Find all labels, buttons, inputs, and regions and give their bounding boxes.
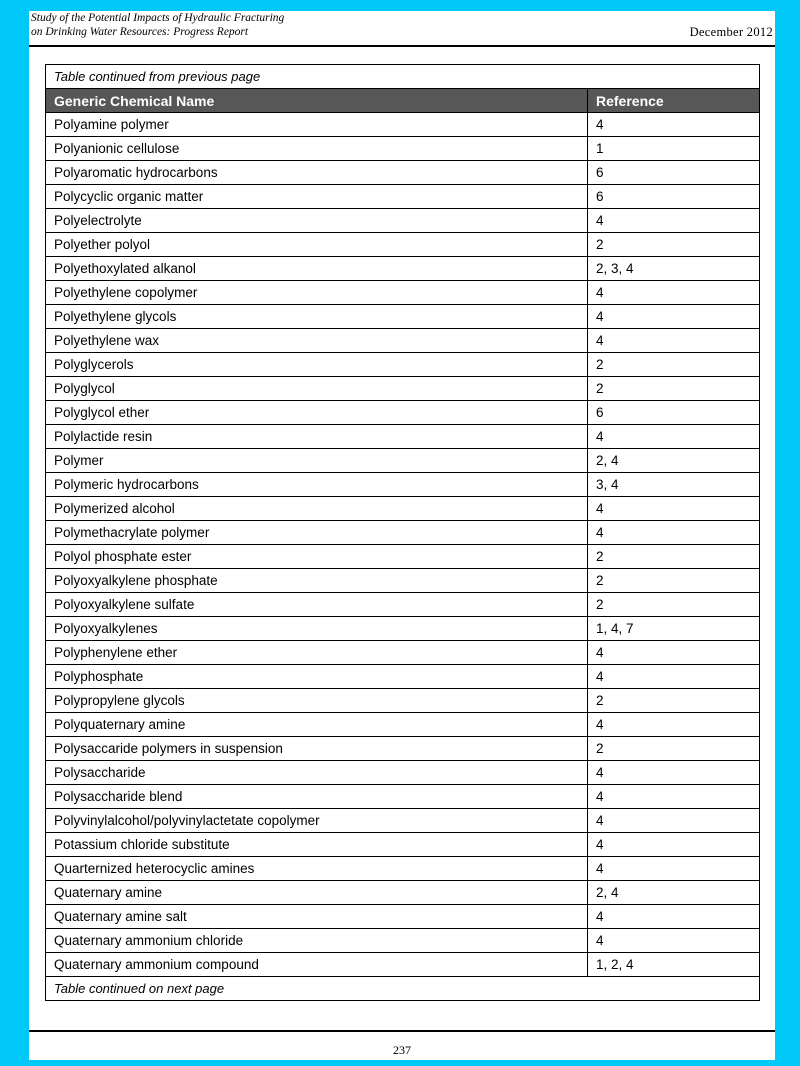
chemical-name-cell: Polyethylene glycols (46, 305, 588, 329)
reference-cell: 4 (588, 521, 760, 545)
chemical-name-cell: Polylactide resin (46, 425, 588, 449)
reference-cell: 2 (588, 737, 760, 761)
reference-cell: 6 (588, 161, 760, 185)
table-row (46, 929, 760, 953)
reference-cell: 6 (588, 185, 760, 209)
reference-cell: 3, 4 (588, 473, 760, 497)
chemical-name-cell: Polyglycol (46, 377, 588, 401)
chemical-name-cell: Polymer (46, 449, 588, 473)
table-row (46, 665, 760, 689)
reference-cell: 1, 4, 7 (588, 617, 760, 641)
reference-cell: 4 (588, 833, 760, 857)
chemical-name-cell: Polymethacrylate polymer (46, 521, 588, 545)
reference-cell: 4 (588, 857, 760, 881)
reference-cell: 4 (588, 329, 760, 353)
chemical-name-cell: Quaternary ammonium chloride (46, 929, 588, 953)
table-row (46, 953, 760, 977)
chemical-name-cell: Polyoxyalkylenes (46, 617, 588, 641)
table-row (46, 689, 760, 713)
column-header-chemical-name: Generic Chemical Name (46, 89, 588, 113)
table-row (46, 161, 760, 185)
table-continued-on-row (46, 977, 760, 1001)
chemical-name-cell: Quaternary amine (46, 881, 588, 905)
reference-cell: 4 (588, 497, 760, 521)
chemical-name-cell: Polyelectrolyte (46, 209, 588, 233)
chemical-name-cell: Polyphenylene ether (46, 641, 588, 665)
table-row (46, 185, 760, 209)
reference-cell: 4 (588, 809, 760, 833)
chemical-name-cell: Polysaccaride polymers in suspension (46, 737, 588, 761)
chemical-name-cell: Polyphosphate (46, 665, 588, 689)
chemical-name-cell: Polyoxyalkylene phosphate (46, 569, 588, 593)
reference-cell: 4 (588, 113, 760, 137)
report-title-line-2: on Drinking Water Resources: Progress Report (31, 26, 249, 38)
chemical-name-cell: Polyquaternary amine (46, 713, 588, 737)
table-row (46, 377, 760, 401)
reference-cell: 4 (588, 305, 760, 329)
table-row (46, 449, 760, 473)
chemical-name-cell: Quarternized heterocyclic amines (46, 857, 588, 881)
table-row (46, 737, 760, 761)
chemical-name-cell: Polyaromatic hydrocarbons (46, 161, 588, 185)
chemical-name-cell: Polymerized alcohol (46, 497, 588, 521)
table-continued-on-note: Table continued on next page (46, 977, 760, 1001)
table-row (46, 329, 760, 353)
table-row (46, 593, 760, 617)
table-row (46, 809, 760, 833)
reference-cell: 4 (588, 905, 760, 929)
chemical-name-cell: Polysaccharide (46, 761, 588, 785)
chemical-name-cell: Quaternary amine salt (46, 905, 588, 929)
chemical-name-cell: Polyanionic cellulose (46, 137, 588, 161)
page-number: 237 (393, 1043, 411, 1057)
table-row (46, 113, 760, 137)
chemical-name-cell: Polyethoxylated alkanol (46, 257, 588, 281)
table-row (46, 617, 760, 641)
reference-cell: 4 (588, 713, 760, 737)
table-header-row (46, 89, 760, 113)
chemical-name-cell: Polyol phosphate ester (46, 545, 588, 569)
table-row (46, 209, 760, 233)
table-row (46, 233, 760, 257)
table-row (46, 785, 760, 809)
table-row (46, 257, 760, 281)
reference-cell: 2 (588, 689, 760, 713)
chemical-name-cell: Polyamine polymer (46, 113, 588, 137)
table-row (46, 569, 760, 593)
reference-cell: 2 (588, 233, 760, 257)
chemical-name-cell: Polyoxyalkylene sulfate (46, 593, 588, 617)
table-row (46, 905, 760, 929)
reference-cell: 2, 4 (588, 449, 760, 473)
reference-cell: 2 (588, 545, 760, 569)
reference-cell: 1, 2, 4 (588, 953, 760, 977)
chemical-name-cell: Polyether polyol (46, 233, 588, 257)
reference-cell: 2 (588, 569, 760, 593)
table-row (46, 281, 760, 305)
table-row (46, 881, 760, 905)
report-title (31, 11, 284, 39)
footer-rule (29, 1030, 775, 1032)
table-row (46, 497, 760, 521)
table-continued-from-row (46, 65, 760, 89)
report-title-line-1: Study of the Potential Impacts of Hydraulic Fracturing (31, 12, 285, 24)
reference-cell: 6 (588, 401, 760, 425)
reference-cell: 4 (588, 665, 760, 689)
reference-cell: 4 (588, 281, 760, 305)
table-row (46, 545, 760, 569)
chemical-name-cell: Polysaccharide blend (46, 785, 588, 809)
table-row (46, 713, 760, 737)
table-row (46, 401, 760, 425)
chemical-name-cell: Quaternary ammonium compound (46, 953, 588, 977)
chemical-name-cell: Polymeric hydrocarbons (46, 473, 588, 497)
reference-cell: 4 (588, 641, 760, 665)
chemical-name-cell: Polyglycol ether (46, 401, 588, 425)
reference-cell: 2 (588, 377, 760, 401)
reference-cell: 2, 3, 4 (588, 257, 760, 281)
document-page (29, 11, 775, 1060)
table-row (46, 473, 760, 497)
column-header-reference: Reference (588, 89, 760, 113)
chemical-name-cell: Polyvinylalcohol/polyvinylactetate copolymer (46, 809, 588, 833)
reference-cell: 4 (588, 425, 760, 449)
table-row (46, 641, 760, 665)
chemical-table (45, 64, 760, 1001)
reference-cell: 2 (588, 353, 760, 377)
table-row (46, 425, 760, 449)
report-date: December 2012 (689, 25, 773, 39)
chemical-name-cell: Polyglycerols (46, 353, 588, 377)
chemical-name-cell: Potassium chloride substitute (46, 833, 588, 857)
reference-cell: 1 (588, 137, 760, 161)
chemical-name-cell: Polypropylene glycols (46, 689, 588, 713)
table-row (46, 521, 760, 545)
reference-cell: 4 (588, 209, 760, 233)
table-row (46, 833, 760, 857)
reference-cell: 4 (588, 929, 760, 953)
reference-cell: 2, 4 (588, 881, 760, 905)
reference-cell: 2 (588, 593, 760, 617)
table-row (46, 137, 760, 161)
chemical-name-cell: Polyethylene wax (46, 329, 588, 353)
reference-cell: 4 (588, 785, 760, 809)
table-row (46, 761, 760, 785)
table-row (46, 305, 760, 329)
chemical-name-cell: Polycyclic organic matter (46, 185, 588, 209)
table-row (46, 857, 760, 881)
table-row (46, 353, 760, 377)
reference-cell: 4 (588, 761, 760, 785)
header-rule (29, 45, 775, 47)
chemical-name-cell: Polyethylene copolymer (46, 281, 588, 305)
table-continued-from-note: Table continued from previous page (46, 65, 760, 89)
